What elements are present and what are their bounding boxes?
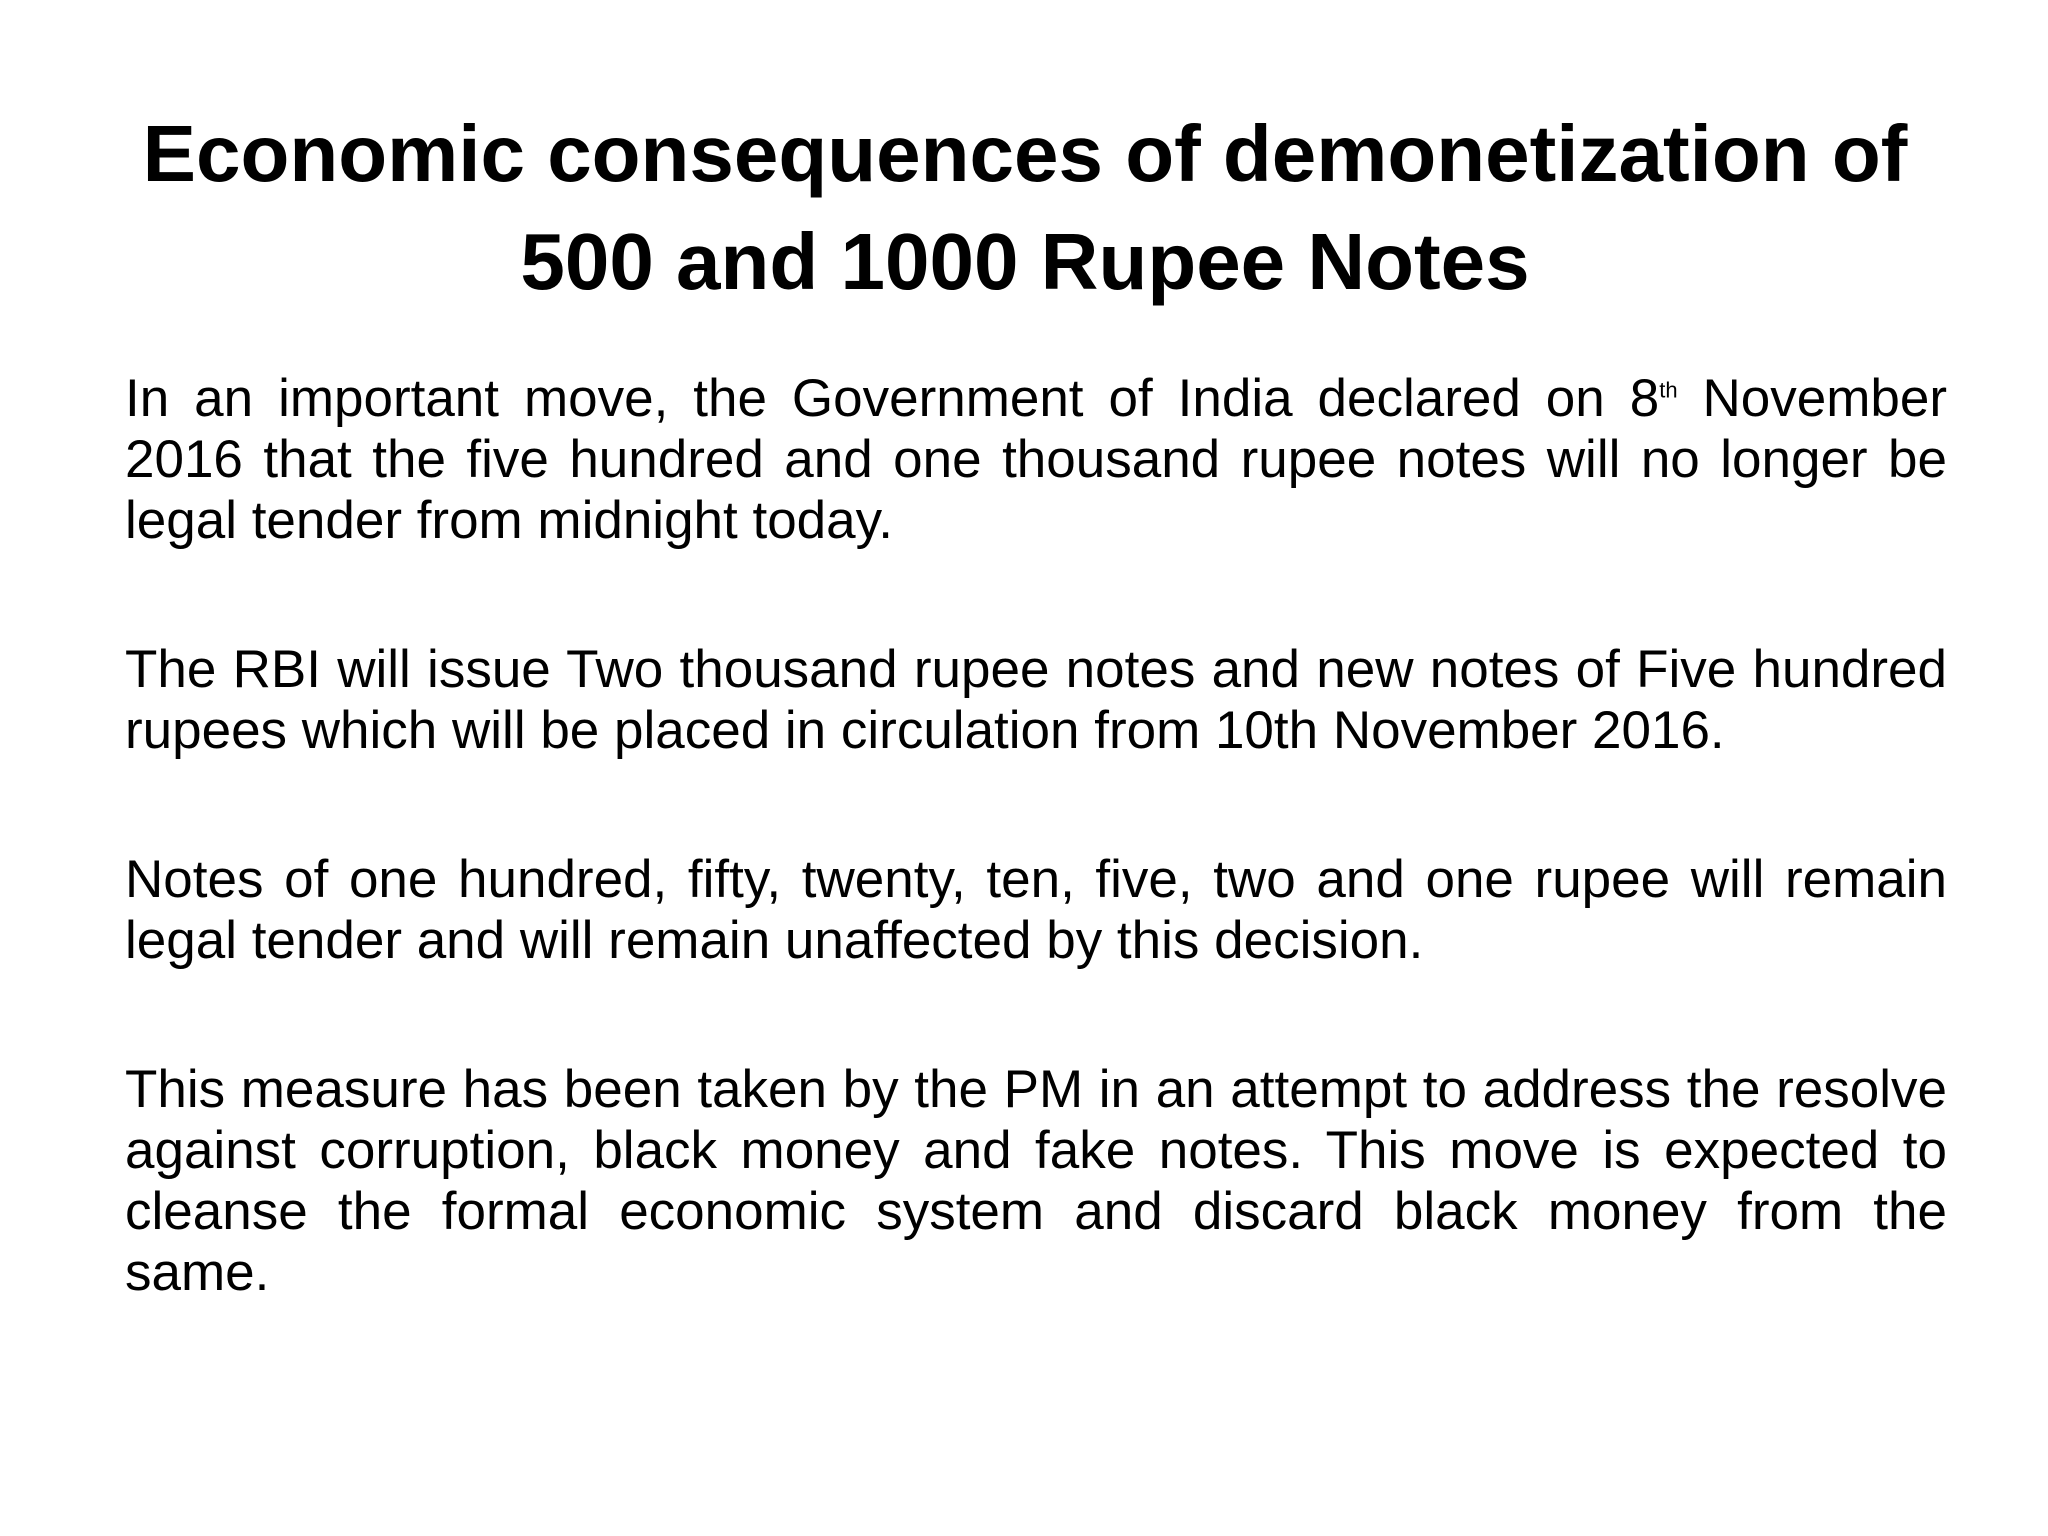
- slide-title-line-2: 500 and 1000 Rupee Notes: [520, 217, 1530, 306]
- paragraph-new-notes: The RBI will issue Two thousand rupee notes and new notes of Five hundred rupees which will be placed in circulation from 10th November 2016.: [125, 640, 1947, 760]
- paragraph-announcement: [125, 368, 1947, 551]
- paragraph-purpose: This measure has been taken by the PM in an attempt to address the resolve against corruption, black money and fake notes. This move is expected to cleanse the formal economic system and discard black money from the same.: [125, 1060, 1947, 1302]
- slide-title-line-1: Economic consequences of demonetization of: [142, 109, 1908, 198]
- slide-title: [140, 100, 1910, 316]
- paragraph-announcement-text-end: November 2016 that the five hundred and one thousand rupee notes will no longer be legal tender from midnight today.: [125, 369, 1948, 550]
- paragraph-announcement-text-start: In an important move, the Government of India declared on 8: [125, 369, 1660, 428]
- ordinal-suffix: th: [1659, 377, 1678, 403]
- slide-body: [125, 368, 1947, 1391]
- paragraph-legal-tender: Notes of one hundred, fifty, twenty, ten, five, two and one rupee will remain legal tender and will remain unaffected by this decision.: [125, 850, 1947, 970]
